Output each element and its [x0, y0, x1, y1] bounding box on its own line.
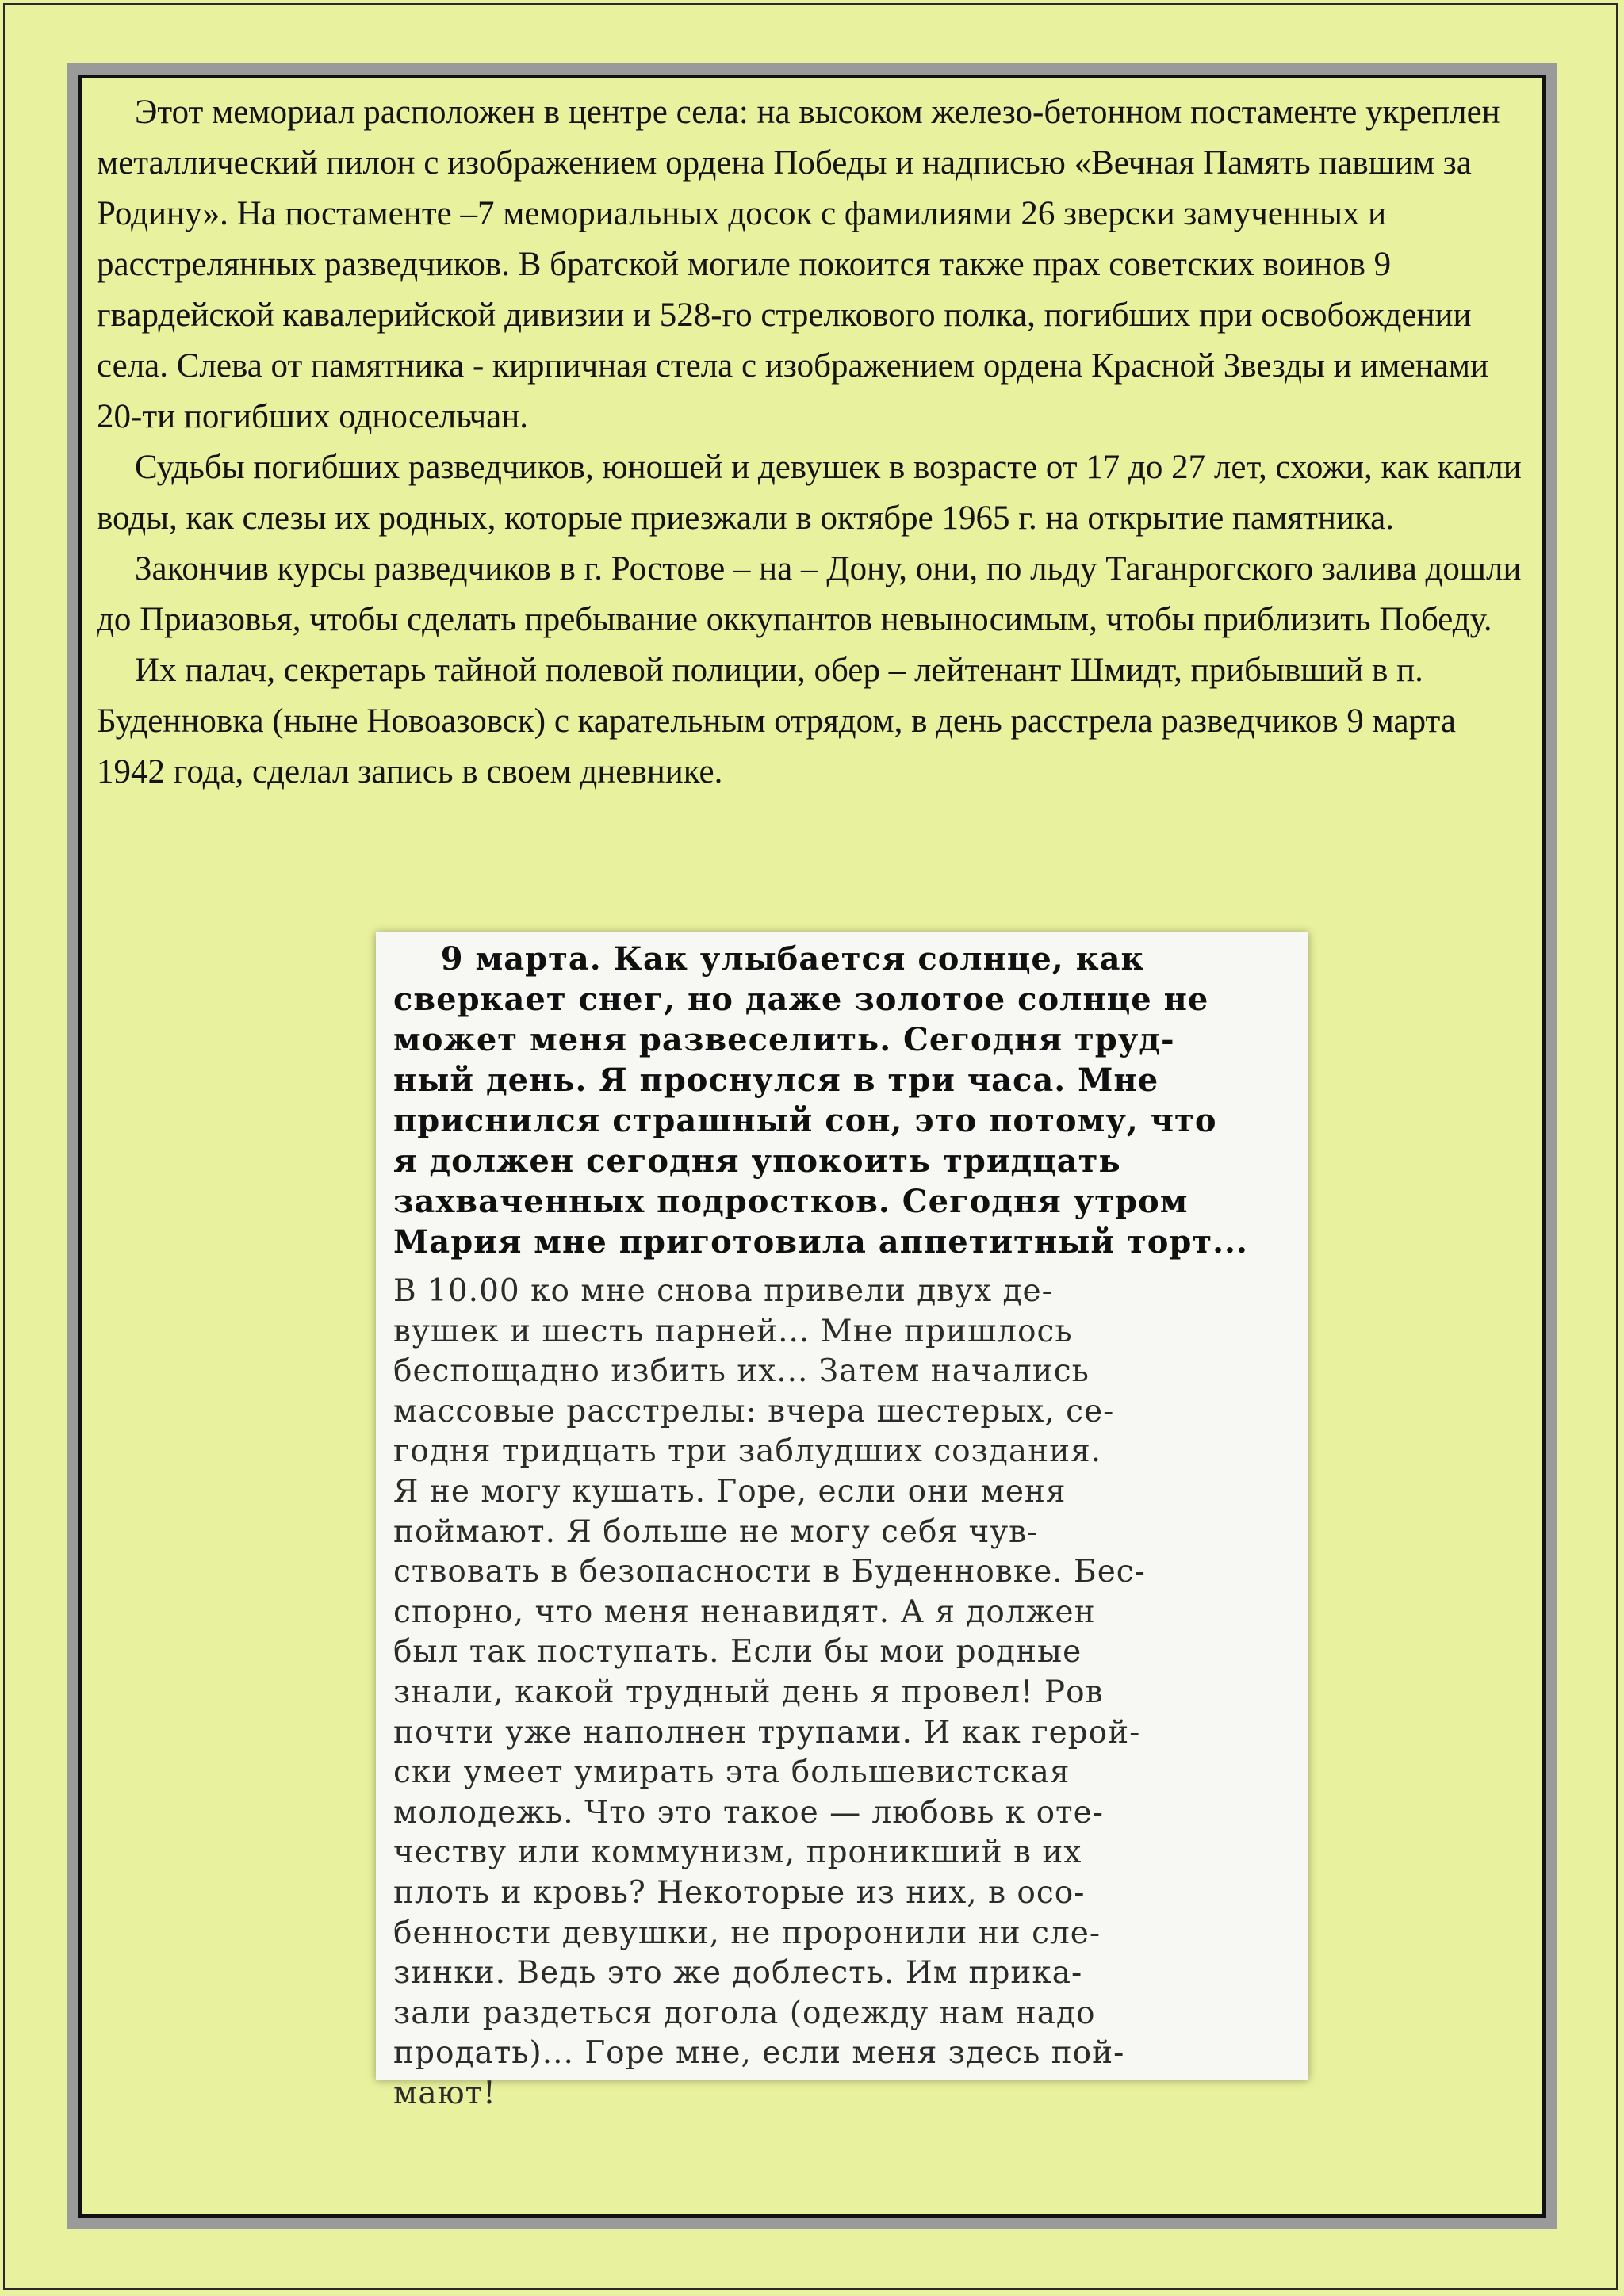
clipping-bold-line: Мария мне приготовила аппетитный торт... [393, 1223, 1248, 1261]
clipping-bold-line: захваченных подростков. Сегодня утром [393, 1183, 1189, 1220]
clipping-bold-line: сверкает снег, но даже золотое солнце не [393, 981, 1209, 1018]
clipping-line: массовые расстрелы: вчера шестерых, се- [393, 1393, 1115, 1429]
clipping-bold-line: я должен сегодня упокоить тридцать [393, 1142, 1121, 1180]
newspaper-clipping [376, 932, 1308, 2111]
article-paragraph-4: Их палач, секретарь тайной полевой полиции, обер – лейтенант Шмидт, прибывший в п. Буденновка (ныне Новоазовск) с карательным отрядом, в день расстрела разведчиков 9 марта 1942 года, сделал запись в своем дневнике. [97, 652, 1456, 790]
clipping-line: зали раздеться догола (одежду нам надо [393, 1995, 1096, 2031]
clipping-line: знали, какой трудный день я провел! Ров [393, 1674, 1104, 1710]
article-paragraph-3: Закончив курсы разведчиков в г. Ростове – на – Дону, они, по льду Таганрогского залива дошли до Приазовья, чтобы сделать пребывание оккупантов невыносимым, чтобы приблизить Победу. [97, 550, 1522, 638]
clipping-line: зинки. Ведь это же доблесть. Им прика- [393, 1955, 1083, 1992]
clipping-line: вушек и шесть парней... Мне пришлось [393, 1313, 1073, 1349]
clipping-line: Я не могу кушать. Горе, если они меня [393, 1473, 1067, 1510]
clipping-line: был так поступать. Если бы мои родные [393, 1634, 1082, 1670]
clipping-bold-line: может меня развеселить. Сегодня труд- [393, 1021, 1175, 1058]
clipping-line: продать)... Горе мне, если меня здесь пой- [393, 2035, 1125, 2072]
clipping-regular-excerpt [393, 1272, 1293, 2114]
clipping-line: честву или коммунизм, проникший в их [393, 1835, 1082, 1871]
clipping-line: беспощадно избить их... Затем начались [393, 1353, 1090, 1390]
clipping-line: В 10.00 ко мне снова привели двух де- [393, 1273, 1053, 1309]
clipping-line: ствовать в безопасности в Буденновке. Бес- [393, 1554, 1146, 1590]
clipping-bold-line: 9 марта. Как улыбается солнце, как [393, 940, 1145, 978]
article-paragraph-1: Этот мемориал расположен в центре села: на высоком железо-бетонном постаменте укреплен металлический пилон с изображением ордена Победы и надписью «Вечная Память павшим за Родину». На постаменте –7 мемориальных досок с фамилиями 26 зверски замученных и расстрелянных разведчиков. В братской могиле покоится также прах советских воинов 9 гвардейской кавалерийской дивизии и 528-го стрелкового полка, погибших при освобождении села. Слева от памятника - кирпичная стела с изображением ордена Красной Звезды и именами 20-ти погибших односельчан. [97, 94, 1500, 435]
clipping-line: ски умеет умирать эта большевистская [393, 1755, 1071, 1791]
clipping-line: годня тридцать три заблудших создания. [393, 1433, 1102, 1470]
clipping-line: поймают. Я больше не могу себя чув- [393, 1513, 1039, 1550]
clipping-line: мают! [393, 2075, 496, 2111]
clipping-bold-line: ный день. Я проснулся в три часа. Мне [393, 1062, 1159, 1099]
article-paragraph-2: Судьбы погибших разведчиков, юношей и девушек в возрасте от 17 до 27 лет, схожи, как капли воды, как слезы их родных, которые приезжали в октябре 1965 г. на открытие памятника. [97, 449, 1522, 537]
article-text [97, 87, 1532, 798]
clipping-line: бенности девушки, не проронили ни сле- [393, 1915, 1101, 1951]
clipping-line: молодежь. Что это такое — любовь к оте- [393, 1794, 1104, 1831]
clipping-bold-line: приснился страшный сон, это потому, что [393, 1102, 1217, 1139]
clipping-line: почти уже наполнен трупами. И как герой- [393, 1714, 1141, 1751]
clipping-bold-excerpt [393, 939, 1293, 1262]
clipping-line: плоть и кровь? Некоторые из них, в осо- [393, 1874, 1086, 1911]
clipping-line: спорно, что меня ненавидят. А я должен [393, 1594, 1096, 1630]
